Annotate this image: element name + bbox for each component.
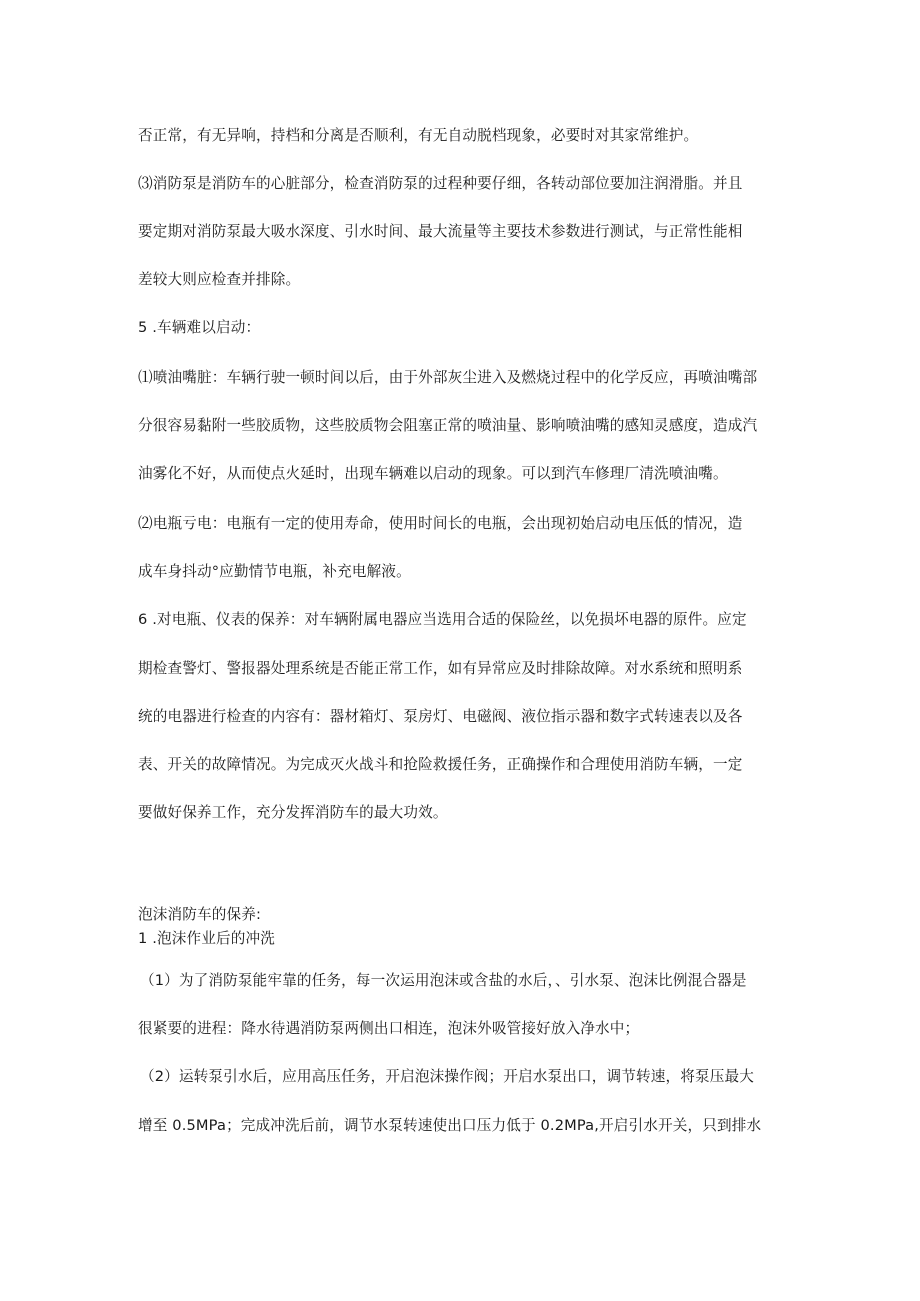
sec5-item2-line-1: ⑵电瓶亏电：电瓶有一定的使用寿命，使用时间长的电瓶，会出现初始启动电压低的情况，造 — [138, 515, 743, 532]
section-5-heading: 5 .车辆难以启动： — [138, 319, 261, 336]
item3-line-1: ⑶消防泵是消防车的心脏部分，检查消防泵的过程种要仔细，各转动部位要加注润滑脂。并且 — [138, 175, 743, 192]
paragraph-continuation: 否正常，有无异响，持档和分离是否顺利，有无自动脱档现象，必要时对其家常维护。 — [138, 127, 699, 144]
section-6-line-3: 统的电器进行检查的内容有：器材箱灯、泵房灯、电磁阀、液位指示器和数字式转速表以及各 — [138, 708, 743, 725]
foam-item2-line-2: 增至 0.5MPa；完成冲洗后前，调节水泵转速使出口压力低于 0.2MPa,开启引水开关，只到排水 — [138, 1117, 762, 1134]
foam-item1-line-1: （1）为了消防泵能牢靠的任务，每一次运用泡沫或含盐的水后，、引水泵、泡沫比例混合器是 — [140, 972, 747, 989]
section-6-line-5: 要做好保养工作，充分发挥消防车的最大功效。 — [138, 804, 448, 821]
sec5-item1-line-1: ⑴喷油嘴脏：车辆行驶一顿时间以后，由于外部灰尘进入及燃烧过程中的化学反应，再喷油嘴部 — [138, 369, 758, 386]
item3-line-2: 要定期对消防泵最大吸水深度、引水时间、最大流量等主要技术参数进行测试，与正常性能相 — [138, 223, 743, 240]
sec5-item2-line-2: 成车身抖动°应勤情节电瓶，补充电解液。 — [138, 563, 411, 580]
section-6-line-1: 6 .对电瓶、仪表的保养：对车辆附属电器应当选用合适的保险丝，以免损坏电器的原件。应定 — [138, 611, 747, 628]
foam-item2-line-1: （2）运转泵引水后，应用高压任务，开启泡沫操作阀；开启水泵出口，调节转速，将泵压最大 — [140, 1068, 754, 1085]
sec5-item1-line-3: 油雾化不好，从而使点火延时，出现车辆难以启动的现象。可以到汽车修理厂清洗喷油嘴。 — [138, 465, 728, 482]
section-6-line-4: 表、开关的故障情况。为完成灭火战斗和抢险救援任务，正确操作和合理使用消防车辆，一定 — [138, 756, 743, 773]
sec5-item1-line-2: 分很容易黏附一些胶质物，这些胶质物会阻塞正常的喷油量、影响喷油嘴的感知灵感度，造成汽 — [138, 417, 758, 434]
foam-item1-line-2: 很紧要的进程：降水待遇消防泵两侧出口相连，泡沫外吸管接好放入净水中； — [138, 1020, 640, 1037]
item3-line-3: 差较大则应检查并排除。 — [138, 271, 301, 288]
section-6-line-2: 期检查警灯、警报器处理系统是否能正常工作，如有异常应及时排除故障。对水系统和照明系 — [138, 660, 743, 677]
foam-section-title: 泡沫消防车的保养: — [138, 906, 262, 923]
foam-subheading: 1 .泡沫作业后的冲洗 — [138, 930, 275, 947]
